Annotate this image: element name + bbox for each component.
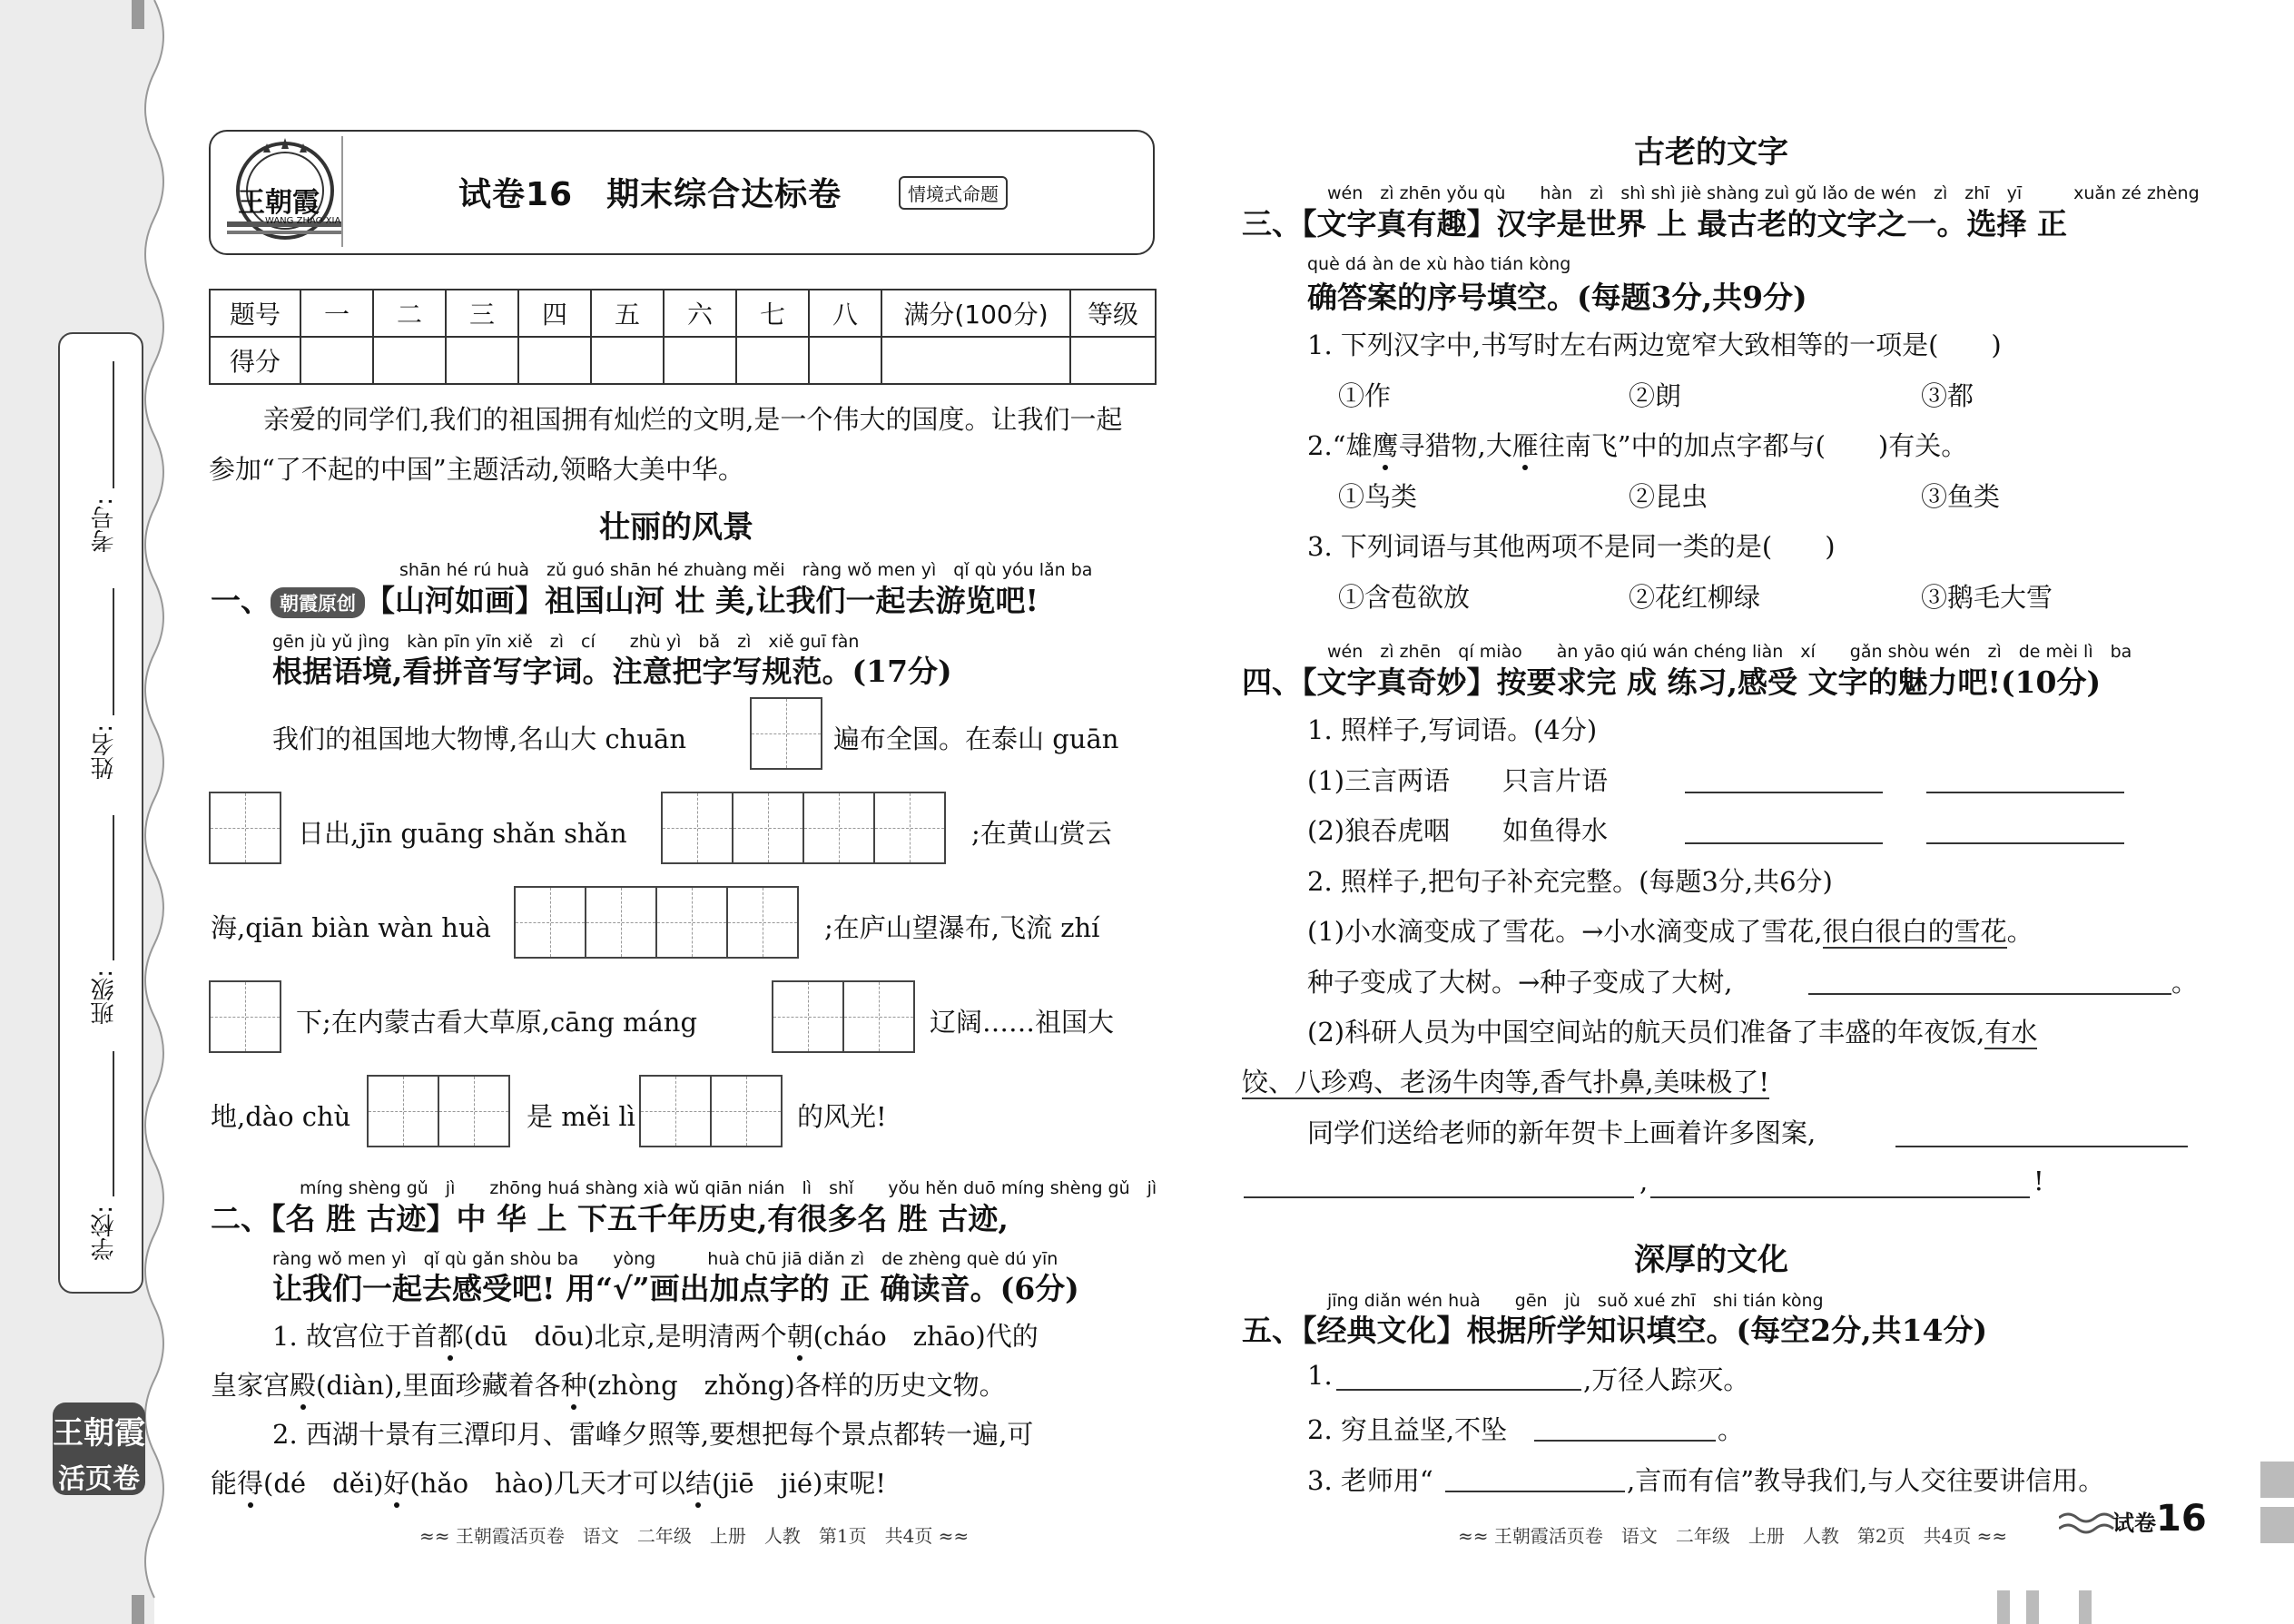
- q3-sub-1: 1. 下列汉字中,书写时左右两边宽窄大致相等的一项是( ): [1307, 330, 2002, 360]
- score-header-row: [210, 290, 1156, 337]
- example-underlined: 饺、八珍鸡、老汤牛肉等,香气扑鼻,美味极了!: [1242, 1067, 1770, 1097]
- writing-cell[interactable]: [514, 886, 586, 959]
- q4-part-1b: (2)狼吞虎咽 如鱼得水: [1307, 815, 1609, 846]
- writing-cell[interactable]: [873, 792, 946, 864]
- score-input-cell[interactable]: [518, 337, 591, 384]
- text[interactable]: (hǎo hào)几天才可以: [409, 1468, 685, 1499]
- q3-sub-2-option-a[interactable]: ①鸟类: [1338, 481, 1418, 512]
- writing-cell[interactable]: [802, 792, 875, 864]
- answer-line[interactable]: [1336, 1389, 1581, 1391]
- q1-line-3b: ;在庐山望瀑布,飞流 zhí: [824, 912, 1100, 943]
- q5-item-3-text: 3. 老师用“: [1307, 1465, 1433, 1496]
- score-cell: 六: [664, 290, 736, 337]
- score-input-cell[interactable]: [736, 337, 809, 384]
- name-line[interactable]: [113, 588, 114, 715]
- q3-sub-3: 3. 下列词语与其他两项不是同一类的是( ): [1307, 531, 1836, 562]
- writing-cell[interactable]: [750, 697, 822, 770]
- text[interactable]: (dé děi): [263, 1468, 384, 1499]
- score-cell: 八: [809, 290, 881, 337]
- q4-exclaim: !: [2033, 1166, 2044, 1196]
- answer-line[interactable]: [1926, 792, 2124, 793]
- q4-part-2b-end: 。: [2171, 967, 2199, 998]
- class-line[interactable]: [113, 815, 114, 960]
- text: (2)科研人员为中国空间站的航天员们准备了丰盛的年夜饭,: [1307, 1017, 1985, 1048]
- q1-line-2b: ;在黄山赏云: [971, 818, 1112, 849]
- writing-grid-7[interactable]: [369, 1075, 510, 1147]
- writing-grid-3[interactable]: [663, 792, 946, 864]
- q1-line-4b: 辽阔……祖国大: [930, 1007, 1115, 1038]
- q2-sentence-3: 2. 西湖十景有三潭印月、雷峰夕照等,要想把每个景点都转一遍,可: [272, 1419, 1034, 1450]
- q1-line-5a: 地,dào chù: [211, 1101, 351, 1132]
- q3-sub-2: [1307, 426, 1967, 463]
- brand-logo: [53, 1403, 145, 1495]
- score-cell: 五: [591, 290, 664, 337]
- writing-grid-2[interactable]: [211, 792, 281, 864]
- text: 。: [2006, 916, 2033, 947]
- q5-item-3-end: ,言而有信”教导我们,与人交往要讲信用。: [1627, 1465, 2105, 1496]
- text[interactable]: (zhòng zhǒng)各样的历史文物。: [586, 1370, 1006, 1401]
- header-divider: [341, 136, 343, 247]
- q2-title-2: 让我们一起去感受吧! 用“√”画出加点字的 正 确读音。(6分): [272, 1271, 1079, 1306]
- q1-line-1b: 遍布全国。在泰山 guān: [833, 723, 1119, 754]
- strip-mark-bottom: [132, 1595, 144, 1624]
- writing-cell[interactable]: [842, 980, 915, 1053]
- footer-right: ≈≈ 王朝霞活页卷 语文 二年级 上册 人教 第2页 共4页 ≈≈: [1458, 1525, 2008, 1547]
- answer-line[interactable]: [1650, 1196, 2030, 1198]
- writing-grid-8[interactable]: [641, 1075, 783, 1147]
- text: 往南飞”中的加点字都与( )有关。: [1538, 430, 1968, 461]
- edge-tab-2: [2260, 1507, 2294, 1543]
- q1-pinyin-2: gēn jù yǔ jìng kàn pīn yīn xiě zì cí zhù yì bǎ zì xiě guī fàn: [272, 632, 860, 652]
- school-line[interactable]: [113, 1051, 114, 1196]
- answer-line[interactable]: [1534, 1440, 1716, 1442]
- text: 1. 故宫位于首: [272, 1321, 438, 1352]
- q3-sub-1-option-b[interactable]: ②朗: [1629, 380, 1682, 411]
- writing-cell[interactable]: [772, 980, 844, 1053]
- writing-cell[interactable]: [732, 792, 804, 864]
- intro-line-1: 亲爱的同学们,我们的祖国拥有灿烂的文明,是一个伟大的国度。让我们一起: [263, 404, 1123, 435]
- text[interactable]: (dū dōu)北京,是明清两个: [463, 1321, 787, 1352]
- section-heading-culture: 深厚的文化: [1634, 1242, 1788, 1278]
- q3-pinyin-2: què dá àn de xù hào tián kòng: [1307, 254, 1571, 274]
- q1-line-5c: 的风光!: [797, 1101, 887, 1132]
- answer-line[interactable]: [1808, 993, 2171, 995]
- answer-line[interactable]: [1244, 1196, 1634, 1198]
- score-cell: 四: [518, 290, 591, 337]
- writing-cell[interactable]: [639, 1075, 712, 1147]
- page-number-value: 16: [2156, 1498, 2207, 1540]
- score-value-row: [210, 337, 1156, 384]
- score-cell: 七: [736, 290, 809, 337]
- q1-title-text: 【山河如画】祖国山河 壮 美,让我们一起去游览吧!: [365, 583, 1039, 618]
- edge-mark-1: [1997, 1590, 2010, 1624]
- q4-part-2b: 种子变成了大树。→种子变成了大树,: [1307, 967, 1733, 998]
- seal-subtext: WANG ZHAO XIA: [265, 216, 341, 226]
- paper-title: 试卷16 期末综合达标卷: [458, 176, 842, 213]
- score-cell: 三: [446, 290, 518, 337]
- q1-line-1a: 我们的祖国地大物博,名山大 chuān: [272, 723, 687, 754]
- footer-left: ≈≈ 王朝霞活页卷 语文 二年级 上册 人教 第1页 共4页 ≈≈: [419, 1525, 970, 1547]
- text[interactable]: (cháo zhāo)代的: [812, 1321, 1039, 1352]
- q1-line-4a: 下;在内蒙古看大草原,cāng máng: [296, 1007, 698, 1038]
- writing-cell[interactable]: [661, 792, 733, 864]
- brand-product: 活页卷: [58, 1463, 140, 1495]
- text: 寻猎物,大: [1398, 430, 1512, 461]
- q3-sub-3-option-c[interactable]: ③鹅毛大雪: [1921, 582, 2053, 613]
- text: (1)小水滴变成了雪花。→小水滴变成了雪花,: [1307, 916, 1823, 947]
- q1-title-2: 根据语境,看拼音写字词。注意把字写规范。(17分): [272, 654, 952, 689]
- edge-tab-1: [2260, 1462, 2294, 1498]
- score-cell: 满分(100分): [881, 290, 1070, 337]
- text: 能: [211, 1468, 238, 1499]
- q4-part-2a: [1307, 911, 2033, 949]
- answer-line[interactable]: [1895, 1146, 2188, 1147]
- text[interactable]: (jiē jié)束呢!: [711, 1468, 887, 1499]
- writing-cell[interactable]: [655, 886, 728, 959]
- q4-part-2d: [1242, 1062, 1769, 1099]
- q3-title-1: 三、【文字真有趣】汉字是世界 上 最古老的文字之一。选择 正: [1242, 206, 2067, 241]
- q4-comma: ,: [1639, 1166, 1649, 1196]
- writing-grid-6[interactable]: [773, 980, 915, 1053]
- q5-title-1: 五、【经典文化】根据所学知识填空。(每空2分,共14分): [1242, 1313, 1988, 1348]
- score-input-cell[interactable]: [373, 337, 446, 384]
- text: 皇家宫: [211, 1370, 290, 1401]
- exam-number-line[interactable]: [113, 361, 114, 488]
- dotted-char: 鹰: [1372, 430, 1399, 461]
- score-cell: 二: [373, 290, 446, 337]
- answer-line[interactable]: [1685, 792, 1883, 793]
- name-label: 姓名:: [91, 724, 118, 780]
- q4-part-2c: [1307, 1012, 2037, 1049]
- q4-part-1: 1. 照样子,写词语。(4分): [1307, 714, 1598, 745]
- q5-item-1-number: 1.: [1307, 1360, 1333, 1391]
- section-heading-scenery: 壮丽的风景: [599, 509, 753, 546]
- edge-mark-3: [2079, 1590, 2092, 1624]
- q3-sub-2-option-c[interactable]: ③鱼类: [1921, 481, 2001, 512]
- dotted-char: 都: [437, 1321, 464, 1352]
- example-underlined: 有水: [1984, 1017, 2038, 1048]
- writing-cell[interactable]: [710, 1075, 783, 1147]
- q5-item-1-text: ,万径人踪灭。: [1583, 1364, 1750, 1395]
- paper-tag: 情境式命题: [899, 176, 1008, 210]
- intro-line-2: 参加“了不起的中国”主题活动,领略大美中华。: [209, 454, 744, 485]
- page-number: [2112, 1498, 2207, 1540]
- text: 2.“雄: [1307, 430, 1373, 461]
- edge-mark-2: [2026, 1590, 2039, 1624]
- q1-line-2a: 日出,jīn guāng shǎn shǎn: [298, 818, 627, 849]
- q1-pinyin-1: shān hé rú huà zǔ guó shān hé zhuàng měi ràng wǒ men yì qǐ qù yóu lǎn ba: [399, 560, 1093, 580]
- q3-sub-1-option-a[interactable]: ①作: [1338, 380, 1392, 411]
- writing-grid-5[interactable]: [211, 980, 281, 1053]
- section-heading-ancient-script: 古老的文字: [1634, 134, 1788, 171]
- q1-number: 一、: [211, 583, 271, 618]
- score-input-cell[interactable]: [591, 337, 664, 384]
- strip-mark-top: [132, 0, 144, 29]
- q2-sentence-1: [272, 1316, 1039, 1353]
- q3-sub-1-option-c[interactable]: ③都: [1921, 380, 1974, 411]
- score-input-cell[interactable]: [446, 337, 518, 384]
- q3-sub-2-option-b[interactable]: ②昆虫: [1629, 481, 1708, 512]
- answer-line[interactable]: [1685, 842, 1883, 844]
- seal-text: 王朝霞: [238, 187, 320, 219]
- writing-cell[interactable]: [438, 1075, 510, 1147]
- score-input-cell[interactable]: [881, 337, 1070, 384]
- q5-pinyin-1: jīng diǎn wén huà gēn jù suǒ xué zhī shi tián kòng: [1327, 1291, 1824, 1311]
- writing-cell[interactable]: [209, 980, 281, 1053]
- q5-item-2-end: 。: [1718, 1414, 1745, 1445]
- q2-pinyin-2: ràng wǒ men yì qǐ qù gǎn shòu ba yòng huà chū jiā diǎn zì de zhèng què dú yīn: [272, 1249, 1058, 1269]
- q1-title-1: [211, 577, 1039, 620]
- score-input-cell[interactable]: [664, 337, 736, 384]
- school-label: 学校:: [91, 1206, 118, 1261]
- score-cell: 一: [300, 290, 373, 337]
- student-info-card: [58, 332, 143, 1294]
- q4-title-1: 四、【文字真奇妙】按要求完 成 练习,感受 文字的魅力吧!(10分): [1242, 664, 2102, 700]
- q4-part-1a: (1)三言两语 只言片语: [1307, 765, 1609, 796]
- q2-sentence-2: [211, 1365, 1006, 1403]
- brand-name: 王朝霞: [53, 1415, 145, 1452]
- exam-number-label: 考号:: [91, 497, 118, 553]
- score-cell: 等级: [1070, 290, 1156, 337]
- answer-line[interactable]: [1445, 1491, 1625, 1492]
- dotted-char: 殿: [290, 1370, 317, 1401]
- q3-sub-3-option-a[interactable]: ①含苞欲放: [1338, 582, 1471, 613]
- q2-sentence-4: [211, 1463, 886, 1501]
- dotted-char: 朝: [786, 1321, 813, 1352]
- writing-cell[interactable]: [726, 886, 799, 959]
- q4-part-2: 2. 照样子,把句子补充完整。(每题3分,共6分): [1307, 866, 1833, 897]
- dotted-char: 雁: [1511, 430, 1539, 461]
- dotted-char: 种: [560, 1370, 587, 1401]
- q2-title-1: 二、【名 胜 古迹】中 华 上 下五千年历史,有很多名 胜 古迹,: [211, 1201, 1009, 1236]
- score-input-cell[interactable]: [809, 337, 881, 384]
- answer-line[interactable]: [1926, 842, 2124, 844]
- writing-cell[interactable]: [367, 1075, 439, 1147]
- dotted-char: 得: [237, 1468, 264, 1499]
- score-input-cell[interactable]: [300, 337, 373, 384]
- score-cell: 得分: [210, 337, 300, 384]
- dotted-char: 好: [383, 1468, 410, 1499]
- writing-grid-4[interactable]: [516, 886, 799, 959]
- writing-grid-1[interactable]: [752, 697, 822, 770]
- writing-cell[interactable]: [209, 792, 281, 864]
- page-label: 试卷: [2112, 1511, 2156, 1536]
- wavy-edge: [136, 0, 191, 1624]
- dotted-char: 结: [684, 1468, 712, 1499]
- writing-cell[interactable]: [585, 886, 657, 959]
- q4-part-2e: 同学们送给老师的新年贺卡上画着许多图案,: [1307, 1117, 1816, 1148]
- q5-item-2-text: 2. 穷且益坚,不坠: [1307, 1414, 1508, 1445]
- class-label: 班级:: [91, 969, 118, 1025]
- example-underlined: 很白很白的雪花: [1822, 916, 2007, 947]
- q1-line-5b: 是 měi lì: [527, 1101, 635, 1132]
- q4-pinyin-1: wén zì zhēn qí miào àn yāo qiú wán chéng liàn xí gǎn shòu wén zì de mèi lì ba: [1327, 642, 2132, 662]
- original-badge: 朝霞原创: [271, 587, 365, 618]
- q2-pinyin-1: míng shèng gǔ jì zhōng huá shàng xià wǔ qiān nián lì shǐ yǒu hěn duō míng shèng gǔ jì: [300, 1178, 1157, 1198]
- q1-line-3a: 海,qiān biàn wàn huà: [211, 912, 491, 943]
- q3-pinyin-1: wén zì zhēn yǒu qù hàn zì shì shì jiè shàng zuì gǔ lǎo de wén zì zhī yī xuǎn zé zhèng: [1327, 183, 2200, 203]
- text[interactable]: (diàn),里面珍藏着各: [316, 1370, 561, 1401]
- q3-sub-3-option-b[interactable]: ②花红柳绿: [1629, 582, 1761, 613]
- score-cell: 题号: [210, 290, 300, 337]
- q3-title-2: 确答案的序号填空。(每题3分,共9分): [1307, 280, 1807, 315]
- score-table: [209, 289, 1157, 385]
- score-input-cell[interactable]: [1070, 337, 1156, 384]
